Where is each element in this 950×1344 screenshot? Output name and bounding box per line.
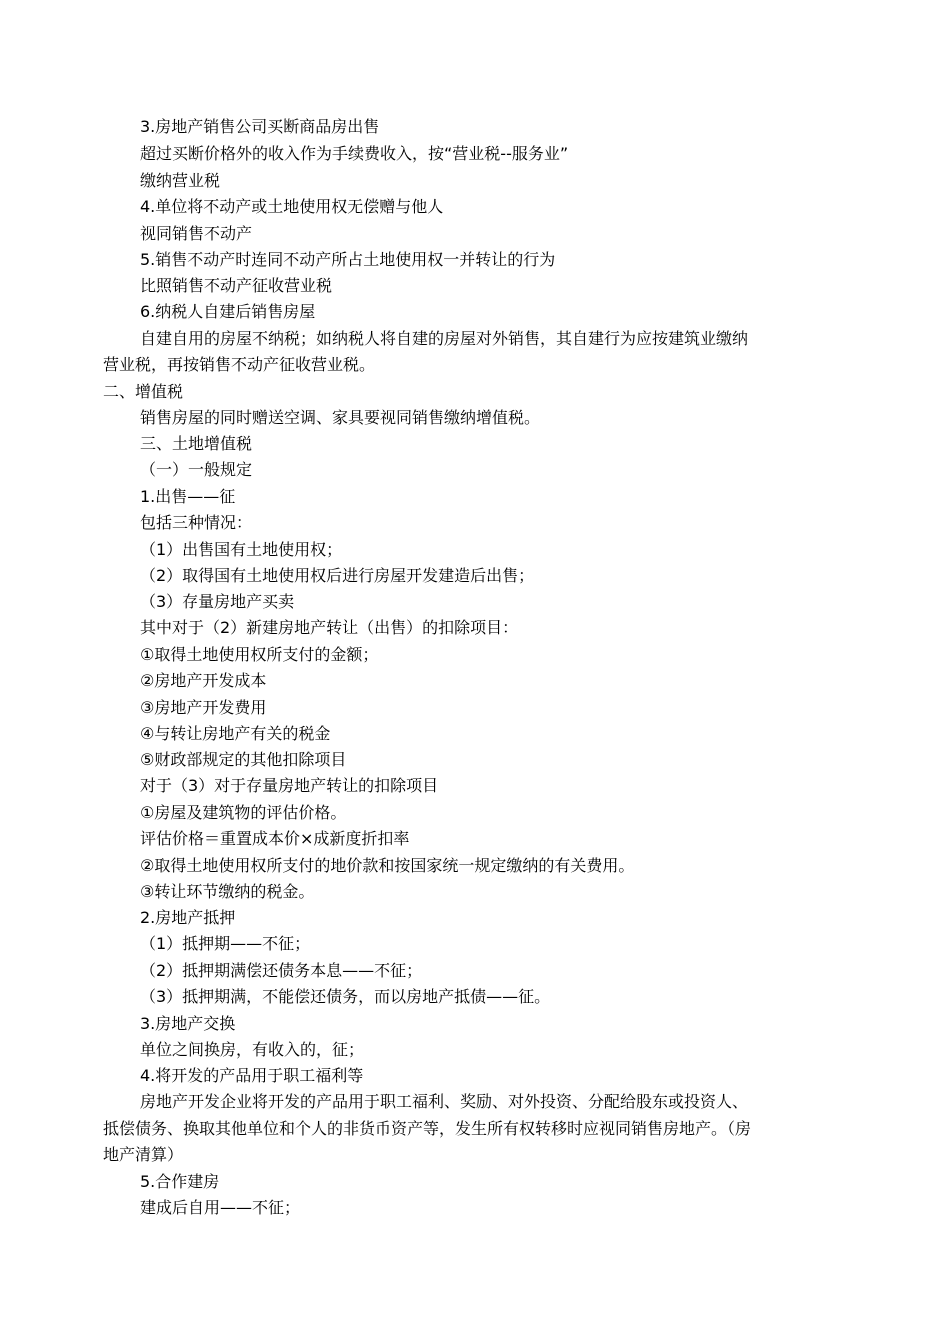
heading-item-4b: 4.将开发的产品用于职工福利等 [140,1066,364,1085]
list-item: ①取得土地使用权所支付的金额； [140,645,379,664]
list-item: （3）抵押期满，不能偿还债务，而以房地产抵债——征。 [140,987,551,1006]
heading-item-3b: 3.房地产交换 [140,1014,236,1033]
heading-item-1: 1.出售——征 [140,487,236,506]
text-line: 缴纳营业税 [140,171,221,190]
list-item: ②房地产开发成本 [140,671,267,690]
text-line: 对于（3）对于存量房地产转让的扣除项目 [140,776,439,795]
text-line: 自建自用的房屋不纳税；如纳税人将自建的房屋对外销售，其自建行为应按建筑业缴纳 [140,329,749,348]
text-line: 比照销售不动产征收营业税 [140,276,333,295]
text-line: 其中对于（2）新建房地产转让（出售）的扣除项目： [140,618,519,637]
text-line: 单位之间换房，有收入的，征； [140,1040,365,1059]
heading-item-5: 5.销售不动产时连同不动产所占土地使用权一并转让的行为 [140,250,556,269]
text-line: 建成后自用——不征； [140,1198,301,1217]
list-item: （1）出售国有土地使用权； [140,540,343,559]
list-item: ⑤财政部规定的其他扣除项目 [140,750,347,769]
heading-item-3: 3.房地产销售公司买断商品房出售 [140,117,380,136]
section-heading-vat: 二、增值税 [103,382,184,401]
list-item: （2）取得国有土地使用权后进行房屋开发建造后出售； [140,566,535,585]
section-heading-land-vat: 三、土地增值税 [140,434,253,453]
list-item: ③转让环节缴纳的税金。 [140,882,315,901]
text-line: 视同销售不动产 [140,224,253,243]
text-line: 销售房屋的同时赠送空调、家具要视同销售缴纳增值税。 [140,408,541,427]
heading-item-5b: 5.合作建房 [140,1172,220,1191]
list-item: ①房屋及建筑物的评估价格。 [140,803,347,822]
text-line: 抵偿债务、换取其他单位和个人的非货币资产等，发生所有权转移时应视同销售房地产。（房 [103,1119,752,1138]
list-item: ②取得土地使用权所支付的地价款和按国家统一规定缴纳的有关费用。 [140,856,635,875]
heading-item-6: 6.纳税人自建后销售房屋 [140,302,316,321]
heading-item-4: 4.单位将不动产或土地使用权无偿赠与他人 [140,197,444,216]
list-item: （3）存量房地产买卖 [140,592,295,611]
text-line: 超过买断价格外的收入作为手续费收入，按“营业税--服务业” [140,144,569,163]
list-item: （2）抵押期满偿还债务本息——不征； [140,961,423,980]
text-line: 房地产开发企业将开发的产品用于职工福利、奖励、对外投资、分配给股东或投资人、 [140,1092,749,1111]
list-item: ④与转让房地产有关的税金 [140,724,331,743]
subsection-heading: （一）一般规定 [140,460,253,479]
list-item: ③房地产开发费用 [140,698,267,717]
text-line: 营业税，再按销售不动产征收营业税。 [103,355,376,374]
text-line: 评估价格＝重置成本价×成新度折扣率 [140,829,410,848]
text-line: 地产清算） [103,1145,184,1164]
text-line: 包括三种情况： [140,513,253,532]
heading-item-2: 2.房地产抵押 [140,908,236,927]
list-item: （1）抵押期——不征； [140,934,311,953]
